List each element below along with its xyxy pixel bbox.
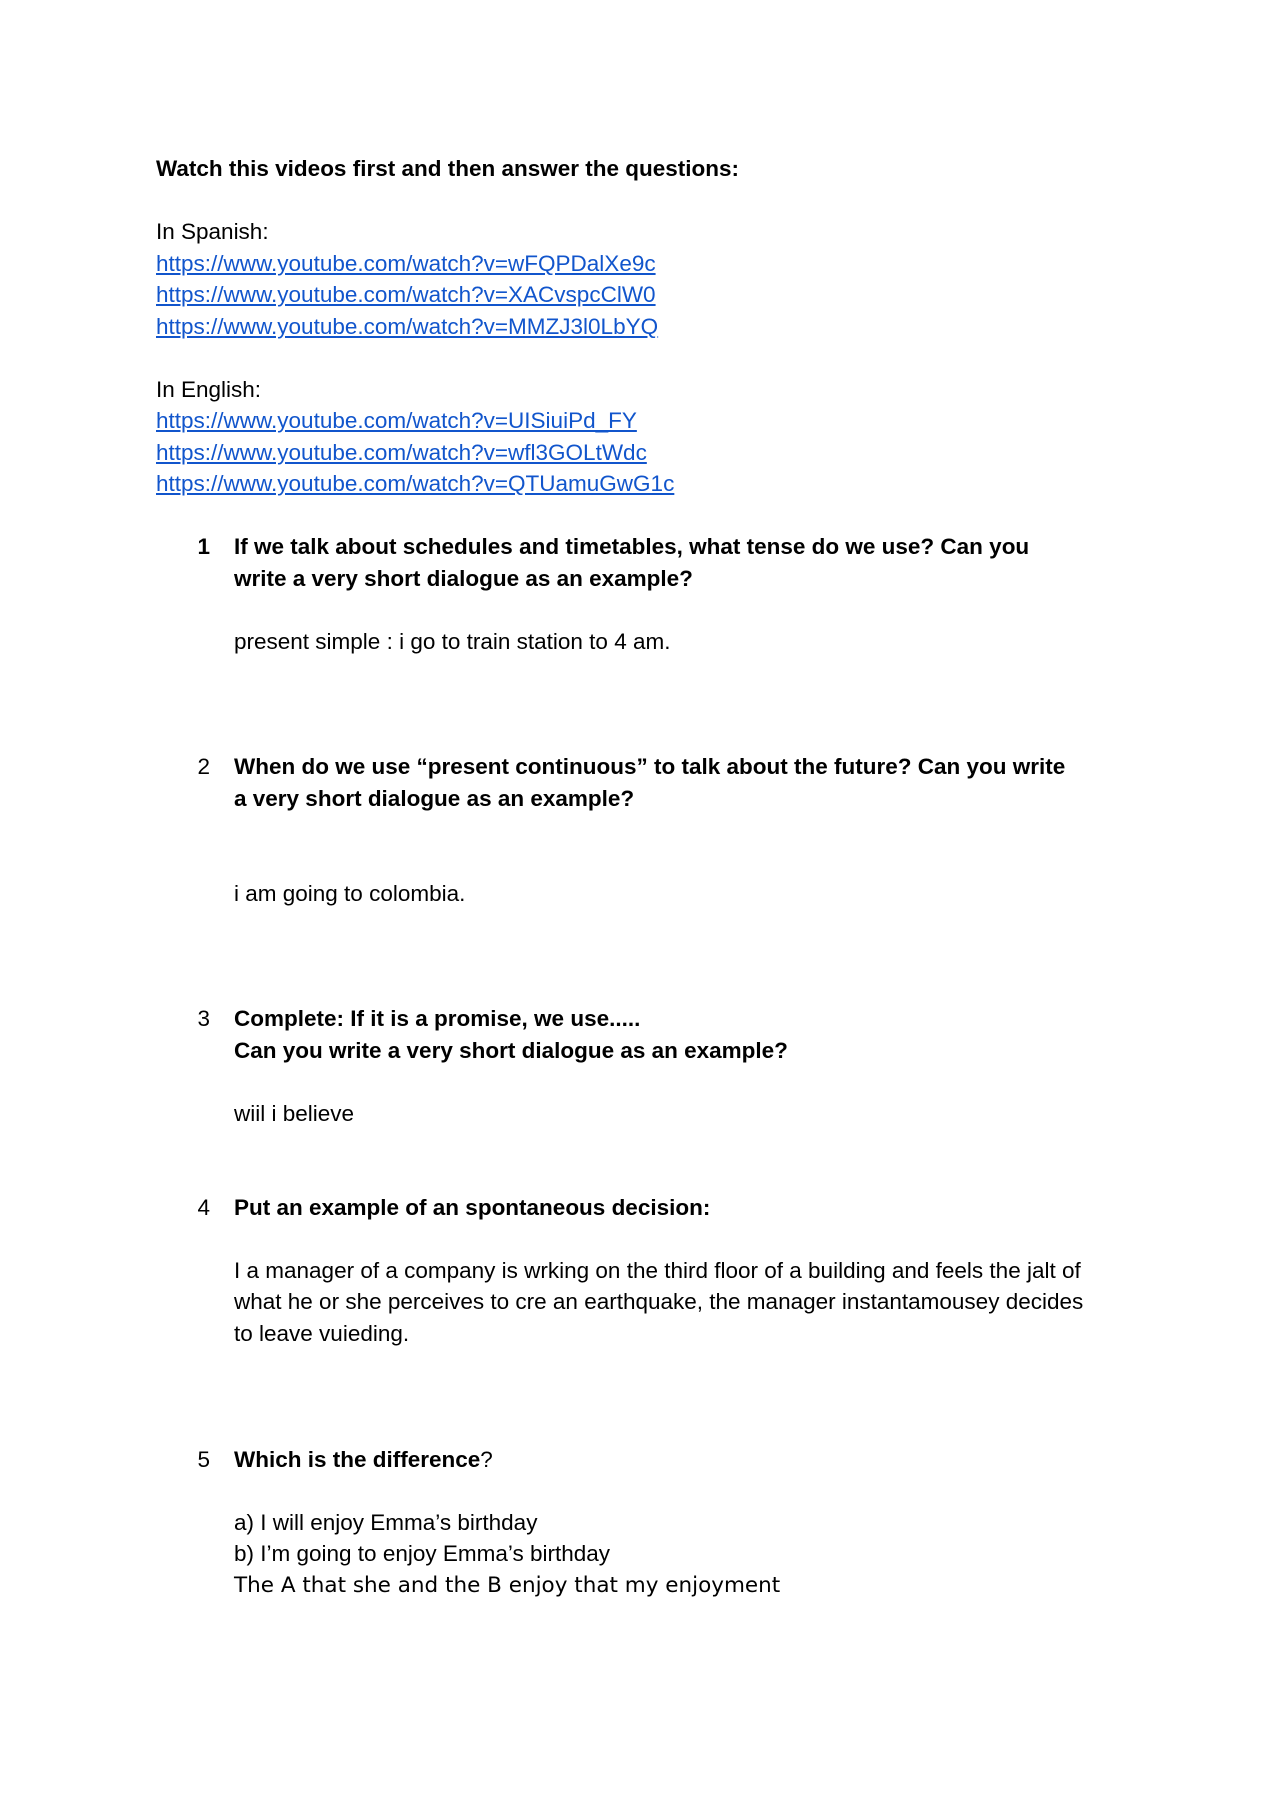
question-5-question-mark: ? [480, 1447, 493, 1472]
english-label: In English: [156, 377, 262, 402]
question-3-line-1: Complete: If it is a promise, we use..... [234, 1006, 641, 1031]
spanish-video-link-2[interactable]: https://www.youtube.com/watch?v=XACvspcClW0 [156, 282, 656, 307]
question-3-line-2: Can you write a very short dialogue as an example? [234, 1038, 788, 1063]
question-5-bold-text: Which is the difference [234, 1447, 481, 1472]
answer-1: present simple : i go to train station to 4 am. [234, 629, 671, 654]
spanish-video-link-3[interactable]: https://www.youtube.com/watch?v=MMZJ3l0LbYQ [156, 314, 659, 339]
english-video-link-3[interactable]: https://www.youtube.com/watch?v=QTUamuGwG1c [156, 471, 675, 496]
answer-2: i am going to colombia. [234, 881, 466, 906]
question-1-line-2: write a very short dialogue as an example? [234, 566, 693, 591]
question-1-line-1: If we talk about schedules and timetables, what tense do we use? Can you [234, 534, 1030, 559]
answer-4-line-1: I a manager of a company is wrking on the third floor of a building and feels the jalt of [234, 1258, 1081, 1283]
question-number-2: 2 [197, 754, 210, 779]
question-2-line-2: a very short dialogue as an example? [234, 786, 635, 811]
answer-4-line-3: to leave vuieding. [234, 1321, 410, 1346]
option-b: b) I’m going to enjoy Emma’s birthday [234, 1541, 611, 1566]
answer-4-line-2: what he or she perceives to cre an earthquake, the manager instantamousey decides [234, 1289, 1084, 1314]
question-2-line-1: When do we use “present continuous” to talk about the future? Can you write [234, 754, 1066, 779]
question-5-line-1 [234, 1444, 493, 1475]
page-heading: Watch this videos first and then answer the questions: [156, 156, 740, 181]
answer-5: The A that she and the B enjoy that my enjoyment [234, 1573, 781, 1598]
question-number-5: 5 [197, 1447, 210, 1472]
answer-3: wiil i believe [234, 1101, 355, 1126]
english-video-link-2[interactable]: https://www.youtube.com/watch?v=wfl3GOLtWdc [156, 440, 647, 465]
question-4-line-1: Put an example of an spontaneous decision: [234, 1195, 711, 1220]
spanish-video-link-1[interactable]: https://www.youtube.com/watch?v=wFQPDalXe9c [156, 251, 656, 276]
question-number-4: 4 [197, 1195, 210, 1220]
spanish-label: In Spanish: [156, 219, 269, 244]
question-number-1: 1 [197, 534, 210, 559]
question-number-3: 3 [197, 1006, 210, 1031]
english-video-link-1[interactable]: https://www.youtube.com/watch?v=UISiuiPd_FY [156, 408, 637, 433]
option-a: a) I will enjoy Emma’s birthday [234, 1510, 538, 1535]
